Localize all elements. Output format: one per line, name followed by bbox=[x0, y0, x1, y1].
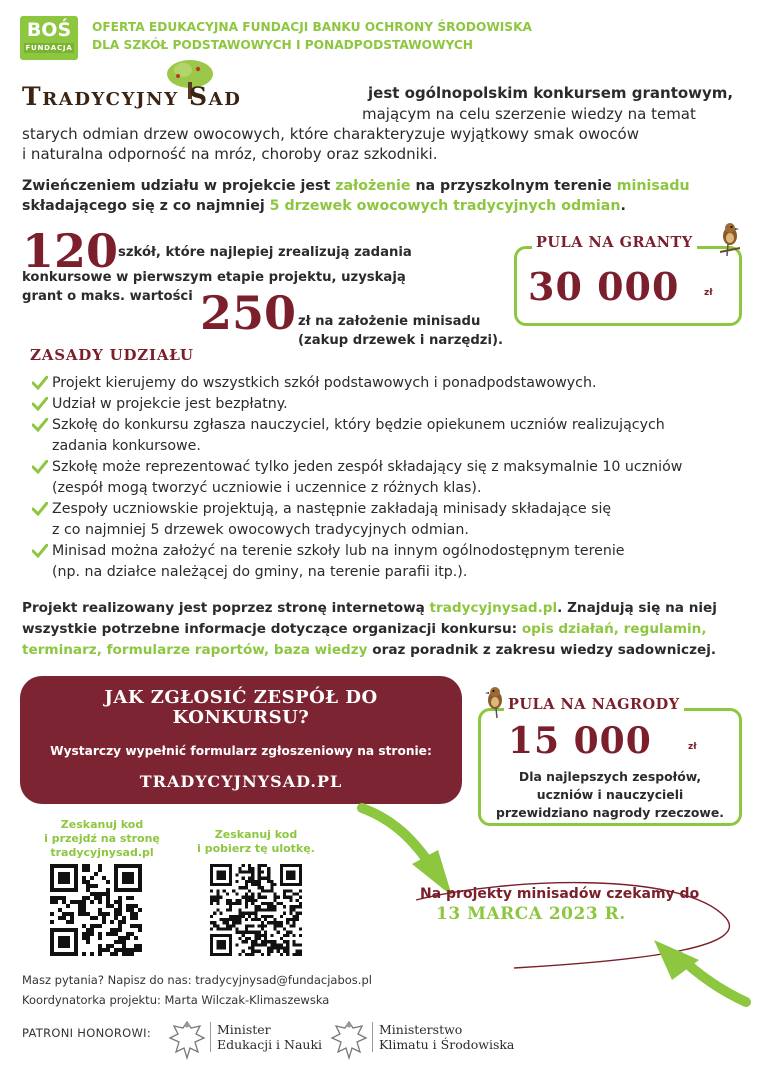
fundacja-bos-logo bbox=[20, 16, 78, 60]
rule-text: Minisad można założyć na terenie szkoły lub na innym ogólnodostępnym terenie bbox=[52, 543, 625, 559]
ministry-education bbox=[210, 1022, 322, 1052]
checkmark-icon bbox=[32, 502, 48, 516]
goal-text-3: składającego się z co najmniej bbox=[22, 198, 270, 214]
rule-text-cont: zadania konkursowe. bbox=[52, 438, 201, 454]
rule-text-cont: (zespół mogą tworzyć uczniowie i uczennice z różnych klas). bbox=[52, 480, 482, 496]
ministry-climate-line-1: Ministerstwo bbox=[379, 1022, 463, 1037]
rules-title: ZASADY UDZIAŁU bbox=[30, 346, 194, 364]
goal-text-1: Zwieńczeniem udziału w projekcie jest bbox=[22, 178, 336, 194]
intro-line-3: starych odmian drzew owocowych, które charakteryzuje wyjątkowy smak owoców bbox=[22, 125, 639, 143]
project-text-1: Projekt realizowany jest poprzez stronę internetową bbox=[22, 600, 430, 616]
header-title bbox=[92, 18, 712, 54]
project-highlight-1: opis działań, regulamin, bbox=[521, 621, 707, 637]
project-text-2: . Znajdują się na niej bbox=[557, 600, 717, 616]
goal-highlight-2: minisadu bbox=[616, 178, 690, 194]
qr-code-website[interactable] bbox=[50, 864, 142, 956]
logo-text: BOŚ bbox=[26, 19, 72, 41]
rule-item bbox=[30, 499, 750, 541]
brand-title: Tradycyjny Sad bbox=[22, 82, 242, 111]
goal-text-2: na przyszkolnym terenie bbox=[410, 178, 617, 194]
intro-paragraph bbox=[22, 100, 742, 164]
grant-amount-text-a: zł na założenie minisadu bbox=[298, 314, 481, 329]
schools-number: 120 bbox=[22, 224, 119, 278]
patrons-label: PATRONI HONOROWI: bbox=[22, 1026, 152, 1040]
rules-list bbox=[30, 373, 750, 583]
rule-text-cont: (np. na działce należącej do gminy, na terenie parafii itp.). bbox=[52, 564, 468, 580]
checkmark-icon bbox=[32, 460, 48, 474]
prizes-pool-amount: 15 000 bbox=[508, 720, 652, 762]
checkmark-icon bbox=[32, 376, 48, 390]
rule-text: Projekt kierujemy do wszystkich szkół podstawowych i ponadpodstawowych. bbox=[52, 375, 597, 391]
goal-highlight-1: założenie bbox=[335, 178, 411, 194]
rule-item bbox=[30, 415, 750, 457]
contact-info bbox=[22, 970, 372, 1010]
signup-url-link[interactable]: TRADYCYJNYSAD.PL bbox=[139, 772, 343, 791]
eagle-emblem-icon bbox=[168, 1018, 206, 1062]
contact-email[interactable]: Masz pytania? Napisz do nas: tradycyjnysad@fundacjabos.pl bbox=[22, 973, 372, 987]
project-highlight-2: terminarz, formularze raportów, baza wiedzy bbox=[22, 642, 368, 658]
rule-item bbox=[30, 541, 750, 583]
prizes-text-line-2: uczniów i nauczycieli bbox=[536, 787, 684, 802]
schools-text-c-line: grant o maks. wartości bbox=[22, 289, 193, 304]
eagle-emblem-icon bbox=[330, 1018, 368, 1062]
intro-lead: jest ogólnopolskim konkursem grantowym, bbox=[368, 84, 734, 102]
checkmark-icon bbox=[32, 544, 48, 558]
qr2-caption-line-1: Zeskanuj kod bbox=[214, 828, 298, 841]
schools-text-a: szkół, które najlepiej zrealizują zadania bbox=[118, 245, 412, 260]
header-line-2: DLA SZKÓŁ PODSTAWOWYCH I PONADPODSTAWOWYCH bbox=[92, 38, 473, 52]
ministry-education-line-1: Minister bbox=[217, 1022, 271, 1037]
signup-title-line-1: JAK ZGŁOSIĆ ZESPÓŁ DO bbox=[104, 687, 378, 708]
qr2-caption-line-2: i pobierz tę ulotkę. bbox=[197, 842, 315, 855]
ministry-climate-line-2: Klimatu i Środowiska bbox=[379, 1037, 515, 1052]
grant-amount-text bbox=[298, 312, 518, 350]
intro-line-2: mającym na celu szerzenie wiedzy na temat bbox=[362, 105, 696, 123]
rule-item bbox=[30, 394, 750, 415]
bird-icon bbox=[484, 686, 506, 720]
qr-website-caption bbox=[32, 818, 172, 860]
grant-amount-text-b: (zakup drzewek i narzędzi). bbox=[298, 333, 504, 348]
grants-pool-label: PULA NA GRANTY bbox=[532, 234, 697, 251]
deadline-date: 13 MARCA 2023 R. bbox=[436, 904, 626, 924]
header-line-1: OFERTA EDUKACYJNA FUNDACJI BANKU OCHRONY ŚRODOWISKA bbox=[92, 20, 532, 34]
deadline-text: Na projekty minisadów czekamy do bbox=[420, 886, 700, 902]
goal-text-4: . bbox=[620, 198, 626, 214]
project-website-link[interactable]: tradycyjnysad.pl bbox=[429, 600, 558, 616]
prizes-pool-unit: zł bbox=[688, 742, 697, 752]
checkmark-icon bbox=[32, 397, 48, 411]
qr1-caption-line-1: Zeskanuj kod bbox=[60, 818, 144, 831]
project-text-4: oraz poradnik z zakresu wiedzy sadowniczej. bbox=[367, 642, 717, 658]
rule-text: Szkołę do konkursu zgłasza nauczyciel, który będzie opiekunem uczniów realizujących bbox=[52, 417, 665, 433]
ministry-climate bbox=[372, 1022, 514, 1052]
ministry-education-line-2: Edukacji i Nauki bbox=[217, 1037, 323, 1052]
prizes-text-line-1: Dla najlepszych zespołów, bbox=[518, 769, 702, 784]
goal-highlight-3: 5 drzewek owocowych tradycyjnych odmian bbox=[269, 198, 621, 214]
signup-text: Wystarczy wypełnić formularz zgłoszeniowy na stronie: bbox=[50, 744, 432, 758]
rule-item bbox=[30, 373, 750, 394]
rule-item bbox=[30, 457, 750, 499]
prizes-pool-label: PULA NA NAGRODY bbox=[504, 696, 684, 713]
grant-amount-number: 250 bbox=[200, 286, 297, 340]
qr1-caption-line-2: i przejdź na stronę bbox=[44, 832, 160, 845]
intro-line-4: i naturalna odporność na mróz, choroby oraz szkodniki. bbox=[22, 145, 438, 163]
goal-paragraph bbox=[22, 176, 742, 216]
project-paragraph bbox=[22, 598, 748, 661]
coordinator: Koordynatorka projektu: Marta Wilczak-Klimaszewska bbox=[22, 993, 330, 1007]
grants-pool-unit: zł bbox=[704, 288, 713, 298]
schools-text-b-line: konkursowe w pierwszym etapie projektu, uzyskają bbox=[22, 270, 406, 285]
qr-leaflet-caption bbox=[188, 828, 324, 856]
signup-title bbox=[20, 688, 462, 728]
checkmark-icon bbox=[32, 418, 48, 432]
prizes-text-line-3: przewidziano nagrody rzeczowe. bbox=[496, 805, 724, 820]
rule-text-cont: z co najmniej 5 drzewek owocowych tradycyjnych odmian. bbox=[52, 522, 469, 538]
grants-pool-amount: 30 000 bbox=[528, 264, 680, 309]
rule-text: Udział w projekcie jest bezpłatny. bbox=[52, 396, 288, 412]
bird-icon bbox=[718, 222, 742, 258]
logo-subtext: FUNDACJA bbox=[25, 44, 73, 52]
qr-code-leaflet[interactable] bbox=[210, 864, 302, 956]
rule-text: Szkołę może reprezentować tylko jeden zespół składający się z maksymalnie 10 uczniów bbox=[52, 459, 683, 475]
qr1-caption-line-3: tradycyjnysad.pl bbox=[50, 846, 154, 859]
signup-title-line-2: KONKURSU? bbox=[172, 707, 310, 728]
rule-text: Zespoły uczniowskie projektują, a następnie zakładają minisady składające się bbox=[52, 501, 612, 517]
project-text-3: wszystkie potrzebne informacje dotyczące organizacji konkursu: bbox=[22, 621, 522, 637]
